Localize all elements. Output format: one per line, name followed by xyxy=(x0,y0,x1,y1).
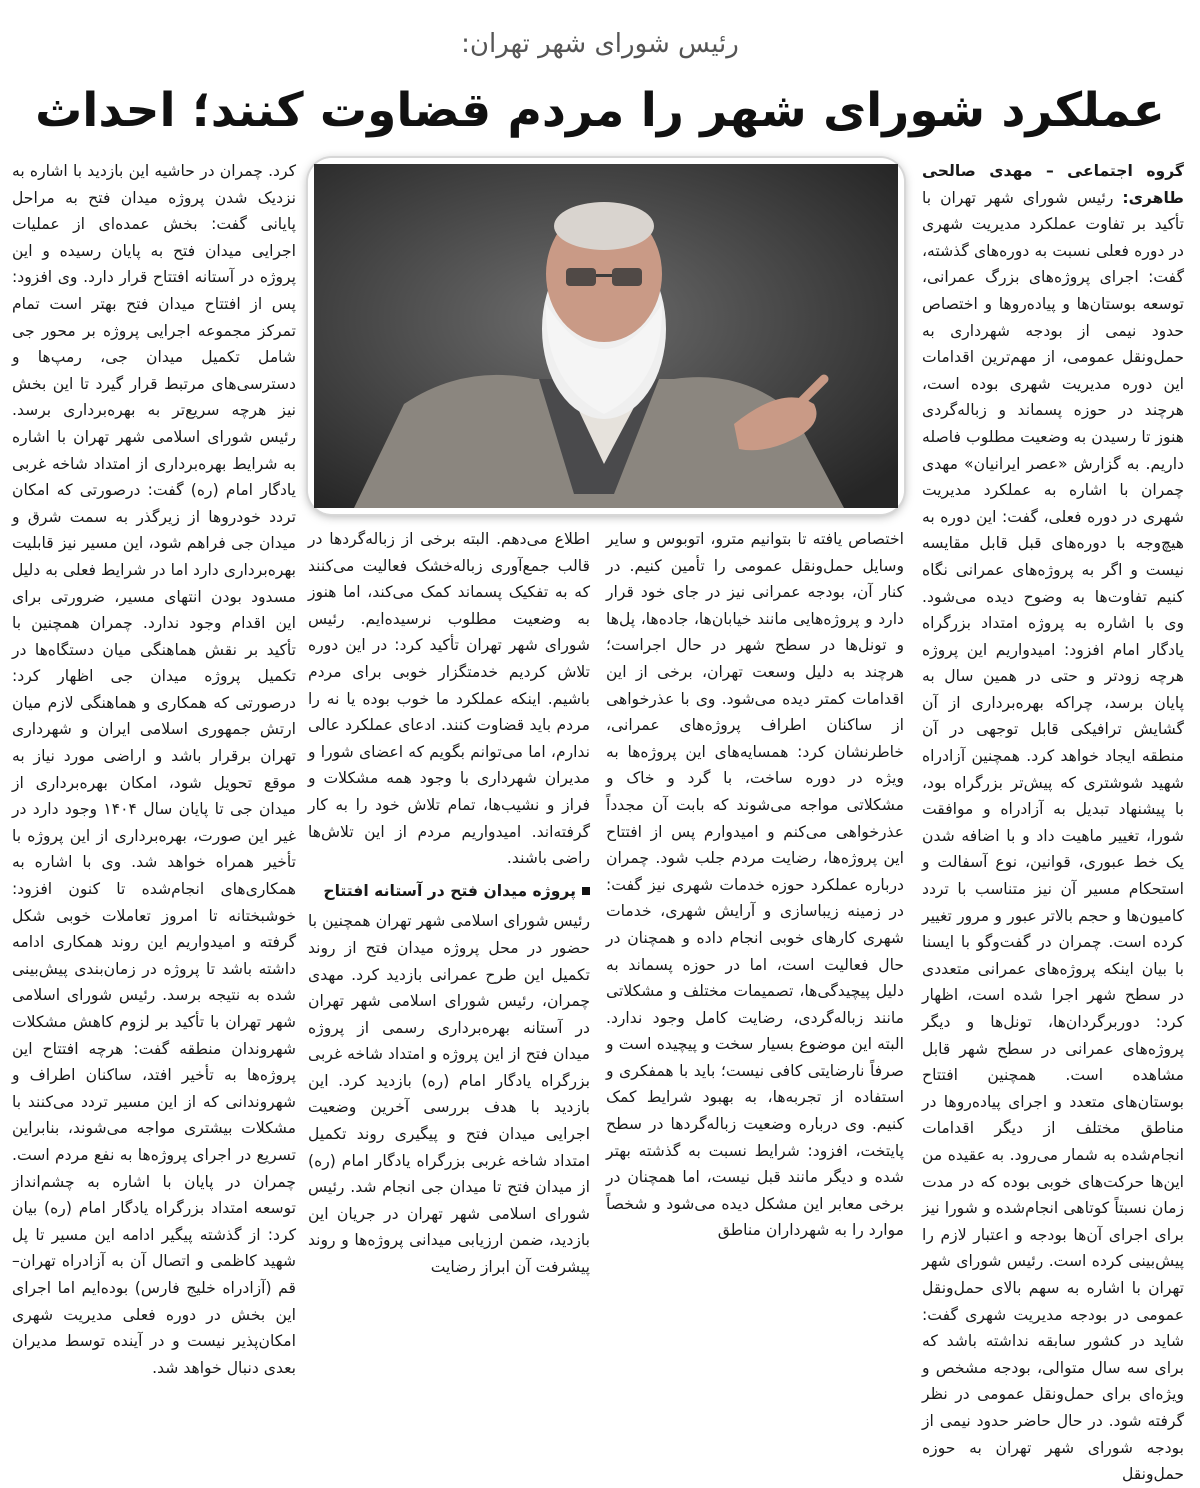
kicker: رئیس شورای شهر تهران: xyxy=(461,29,739,59)
portrait-photo-icon xyxy=(314,164,898,508)
article-text-3b: رئیس شورای اسلامی شهر تهران همچنین با حضور در محل پروژه میدان فتح از روند تکمیل این طرح عمرانی بازدید کرد. مهدی چمران، رئیس شورای اسلامی شهر تهران در آستانه بهره‌برداری رسمی از پروژه میدان فتح از این پروژه و امتداد شاخه غربی بزرگراه یادگار امام (ره) بازدید کرد. این بازدید با هدف بررسی آخرین وضعیت اجرایی میدان فتح و پیگیری روند تکمیل امتداد شاخه غربی بزرگراه یادگار امام (ره) از میدان فتح تا میدان جی انجام شد. رئیس شورای اسلامی شهر تهران در جریان این بازدید، ضمن ارزیابی میدانی پروژه‌ها و روند پیشرفت آن ابراز رضایت xyxy=(308,912,590,1277)
article-text-1: رئیس شورای شهر تهران با تأکید بر تفاوت عملکرد مدیریت شهری در دوره فعلی نسبت به دوره‌های گذشته، گفت: اجرای پروژه‌های بزرگ عمرانی، توسعه بوستان‌ها و پیاده‌روها و اختصاص حدود نیمی از بودجه شهرداری به حمل‌ونقل عمومی، از مهم‌ترین اقدامات این دوره مدیریت شهری بوده است، هرچند در حوزه پسماند و زباله‌گردی هنوز تا رسیدن به وضعیت مطلوب فاصله داریم. به گزارش «عصر ایرانیان» مهدی چمران با اشاره به عملکرد مدیریت شهری در دوره فعلی، گفت: این دوره به هیچ‌وجه با دوره‌های قبل قابل مقایسه نیست و اگر به پروژه‌های عمرانی نگاه کنیم تفاوت‌ها به وضوح دیده می‌شود. وی با اشاره به پروژه امتداد بزرگراه یادگار امام افزود: امیدواریم این پروژه هرچه زودتر و حتی در همین سال به پایان برسد، چراکه بهره‌برداری از آن گشایش ترافیکی قابل توجهی در آن منطقه ایجاد خواهد کرد. همچنین آزادراه شهید شوشتری که پیش‌تر بزرگراه بود، با پیشنهاد تبدیل به آزادراه و موافقت شورا، تغییر ماهیت داد و با اضافه شدن یک خط عبوری، قوانین، نوع آسفالت و استحکام مسیر آن نیز متناسب با تردد کامیون‌ها و حجم بالاتر عبور و مرور تغییر کرده است. چمران در گفت‌وگو با ایسنا با بیان اینکه پروژه‌های عمرانی متعددی در سطح شهر اجرا شده است، اظهار کرد: دوربرگردان‌ها، تونل‌ها و دیگر پروژه‌های عمرانی در سطح شهر قابل مشاهده است. همچنین افتتاح بوستان‌های متعدد و اجرای پیاده‌روها در مناطق مختلف از دیگر اقدامات انجام‌شده به شمار می‌رود. به عقیده من این‌ها حرکت‌های خوبی بوده که در مدت زمان نسبتاً کوتاهی انجام‌شده و شورا نیز برای اجرای آن‌ها بودجه و اعتبار لازم را پیش‌بینی کرده است. رئیس شورای شهر تهران با اشاره به سهم بالای حمل‌ونقل عمومی در بودجه مدیریت شهری گفت: شاید در کشور سابقه نداشته باشد که برای سه سال متوالی، بودجه مشخص و ویژه‌ای برای حمل‌ونقل عمومی در نظر گرفته شود. در حال حاضر حدود نیمی از بودجه شورای شهر تهران به حوزه حمل‌ونقل xyxy=(922,188,1184,1484)
article-column-4 xyxy=(12,158,297,1377)
subheading xyxy=(308,878,590,905)
byline: گروه اجتماعی – مهدی صالحی طاهری: xyxy=(922,162,1184,207)
headline: عملکرد شورای شهر را مردم قضاوت کنند؛ احداث xyxy=(35,83,1165,138)
square-bullet-icon xyxy=(582,887,590,895)
article-column-1 xyxy=(922,158,1184,1484)
article-text-2: اختصاص یافته تا بتوانیم مترو، اتوبوس و سایر وسایل حمل‌ونقل عمومی را تأمین کنیم. در کنار آن، بودجه عمرانی نیز در جای خود قرار دارد و پروژه‌هایی مانند خیابان‌ها، جاده‌ها، پل‌ها و تونل‌ها در سطح شهر در حال اجراست؛ هرچند به دلیل وسعت تهران، برخی از این اقدامات کمتر دیده می‌شود. وی با عذرخواهی از ساکنان اطراف پروژه‌های عمرانی، خاطرنشان کرد: همسایه‌های این پروژه‌ها به ویژه در دوره ساخت، با گرد و خاک و مشکلاتی مواجه می‌شوند که بابت آن مجدداً عذرخواهی می‌کنم و امیدوارم پس از افتتاح این پروژه‌ها، رضایت مردم جلب شود. چمران درباره عملکرد حوزه خدمات شهری نیز گفت: در زمینه زیباسازی و آرایش شهری، خدمات شهری کارهای خوبی انجام داده و همچنان در حال فعالیت است، اما در حوزه پسماند به دلیل پیچیدگی‌ها، تصمیمات مختلف و مشکلاتی مانند زباله‌گردی، رضایت کامل وجود ندارد. البته این موضوع بسیار سخت و پیچیده است و صرفاً نارضایتی کافی نیست؛ باید با همفکری و استفاده از تجربه‌ها، به بهبود شرایط کمک کنیم. وی درباره وضعیت زباله‌گردها در سطح پایتخت، افزود: شرایط نسبت به گذشته بهتر شده و دیگر مانند قبل نیست، اما همچنان در برخی معابر این مشکل دیده می‌شود و شخصاً موارد را به شهرداران مناطق xyxy=(606,530,904,1240)
article-text-4: کرد. چمران در حاشیه این بازدید با اشاره به نزدیک شدن پروژه میدان فتح به مراحل پایانی گفت: بخش عمده‌ای از عملیات اجرایی میدان فتح به پایان رسیده و این پروژه در آستانه افتتاح قرار دارد. وی افزود: پس از افتتاح میدان فتح بهتر است تمام تمرکز مجموعه اجرایی پروژه بر محور جی شامل تکمیل میدان جی، رمپ‌ها و دسترسی‌های مرتبط قرار گیرد تا این بخش نیز هرچه سریع‌تر به بهره‌برداری برسد. رئیس شورای اسلامی شهر تهران با اشاره به شرایط بهره‌برداری از امتداد شاخه غربی یادگار امام (ره) گفت: درصورتی که امکان تردد خودروها از زیرگذر به سمت شرق و میدان جی فراهم شود، این مسیر نیز قابلیت بهره‌برداری دارد اما در شرایط فعلی به دلیل مسدود بودن انتهای مسیر، ضرورتی برای این اقدام وجود ندارد. چمران همچنین با تأکید بر نقش هماهنگی میان دستگاه‌ها در تکمیل پروژه میدان جی اظهار کرد: درصورتی که همکاری و هماهنگی لازم میان ارتش جمهوری اسلامی ایران و شهرداری تهران برقرار باشد و اراضی مورد نیاز به موقع تحویل شود، امکان بهره‌برداری از میدان جی تا پایان سال ۱۴۰۴ وجود دارد در غیر این صورت، بهره‌برداری از این پروژه با تأخیر همراه خواهد شد. وی با اشاره به همکاری‌های انجام‌شده تا کنون افزود: خوشبختانه تا امروز تعاملات خوبی شکل گرفته و امیدواریم این روند همکاری ادامه داشته باشد تا پروژه در زمان‌بندی پیش‌بینی شده به نتیجه برسد. رئیس شورای اسلامی شهر تهران با تأکید بر لزوم کاهش مشکلات شهروندان منطقه گفت: هرچه افتتاح این پروژه‌ها به تأخیر افتد، ساکنان اطراف و شهروندانی که از این مسیر تردد می‌کنند با مشکلات بیشتری مواجه می‌شوند، بنابراین تسریع در اجرای پروژه‌ها به نفع مردم است. چمران در پایان با اشاره به چشم‌انداز توسعه امتداد بزرگراه یادگار امام (ره) بیان کرد: از گذشته پیگیر ادامه این مسیر تا پل شهید کاظمی و اتصال آن به آزادراه تهران–قم (آزادراه خلیج فارس) بوده‌ایم اما اجرای این بخش در دوره فعلی مدیریت شهری امکان‌پذیر نیست و در آینده توسط مدیران بعدی دنبال خواهد شد. xyxy=(12,162,297,1377)
portrait-photo xyxy=(308,158,904,514)
article-column-3 xyxy=(308,526,590,1277)
article-column-2 xyxy=(606,526,904,1240)
subheading-text: پروژه میدان فتح در آستانه افتتاح xyxy=(323,881,576,900)
article-text-3a: اطلاع می‌دهم. البته برخی از زباله‌گردها در قالب جمع‌آوری زباله‌خشک فعالیت می‌کنند که به تفکیک پسماند کمک می‌کند، اما هنوز به وضعیت مطلوب نرسیده‌ایم. رئیس شورای شهر تهران تأکید کرد: در این دوره تلاش کردیم خدمتگزار خوبی برای مردم باشیم. اینکه عملکرد ما خوب بوده یا نه را مردم باید قضاوت کنند. ادعای عملکرد عالی ندارم، اما می‌توانم بگویم که اعضای شورا و مدیران شهرداری با وجود همه مشکلات و فراز و نشیب‌ها، تمام تلاش خود را به کار گرفته‌اند. امیدواریم مردم از این تلاش‌ها راضی باشند. xyxy=(308,530,590,868)
